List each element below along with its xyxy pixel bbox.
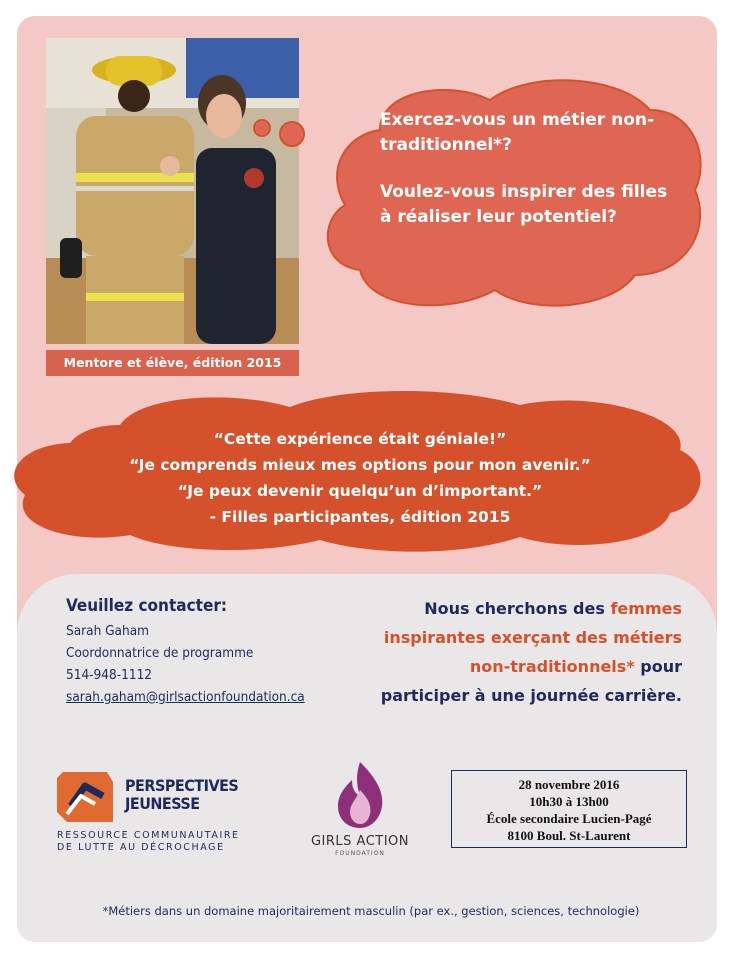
question-trade: Exercez-vous un métier non-traditionnel*? xyxy=(380,110,655,155)
event-date: 28 novembre 2016 xyxy=(518,777,620,792)
contact-phone: 514-948-1112 xyxy=(66,667,153,683)
contact-role: Coordonnatrice de programme xyxy=(66,645,254,661)
photo-caption: Mentore et élève, édition 2015 xyxy=(46,350,299,376)
pj-tagline-1: RESSOURCE COMMUNAUTAIRE xyxy=(57,830,240,841)
event-place: École secondaire Lucien-Pagé xyxy=(486,811,652,826)
participant-quotes xyxy=(80,426,640,530)
contact-name: Sarah Gaham xyxy=(66,623,149,639)
quote-line-1: “Cette expérience était géniale!” xyxy=(213,430,507,448)
pj-name-line-2: JEUNESSE xyxy=(125,794,200,813)
quote-line-2: “Je comprends mieux mes options pour mon avenir.” xyxy=(129,456,591,474)
footnote: *Métiers dans un domaine majoritairement masculin (par ex., gestion, sciences, technologie) xyxy=(102,904,640,918)
call-to-action xyxy=(380,594,682,710)
quote-attribution: - Filles participantes, édition 2015 xyxy=(209,508,511,526)
girls-action-logo xyxy=(300,760,420,865)
event-time: 10h30 à 13h00 xyxy=(529,794,609,809)
questions-text xyxy=(380,108,680,230)
mentor-student-photo xyxy=(46,38,299,344)
ga-name: GIRLS ACTION xyxy=(310,834,410,849)
perspectives-jeunesse-logo xyxy=(57,772,257,862)
contact-block xyxy=(66,596,396,708)
event-details-box xyxy=(451,770,687,848)
contact-email-link[interactable]: sarah.gaham@girlsactionfoundation.ca xyxy=(66,689,305,705)
thought-dots xyxy=(248,112,348,162)
pj-name-line-1: PERSPECTIVES xyxy=(125,776,239,795)
photo-illustration xyxy=(46,38,299,344)
event-address: 8100 Boul. St-Laurent xyxy=(507,828,631,843)
question-inspire: Voulez-vous inspirer des filles à réaliser leur potentiel? xyxy=(380,182,668,227)
quote-line-3: “Je peux devenir quelqu’un d’important.” xyxy=(177,482,543,500)
cta-part-3: pour participer à une journée carrière. xyxy=(380,657,682,705)
ga-subtitle: FOUNDATION xyxy=(335,850,385,857)
pj-tagline-2: DE LUTTE AU DÉCROCHAGE xyxy=(57,842,225,853)
cta-highlight: femmes inspirantes exerçant des métiers non-traditionnels* xyxy=(383,599,682,676)
pj-emblem-icon xyxy=(57,772,113,822)
cta-part-1: Nous cherchons des xyxy=(424,599,605,618)
flame-icon xyxy=(330,760,390,830)
contact-title: Veuillez contacter: xyxy=(66,596,227,616)
